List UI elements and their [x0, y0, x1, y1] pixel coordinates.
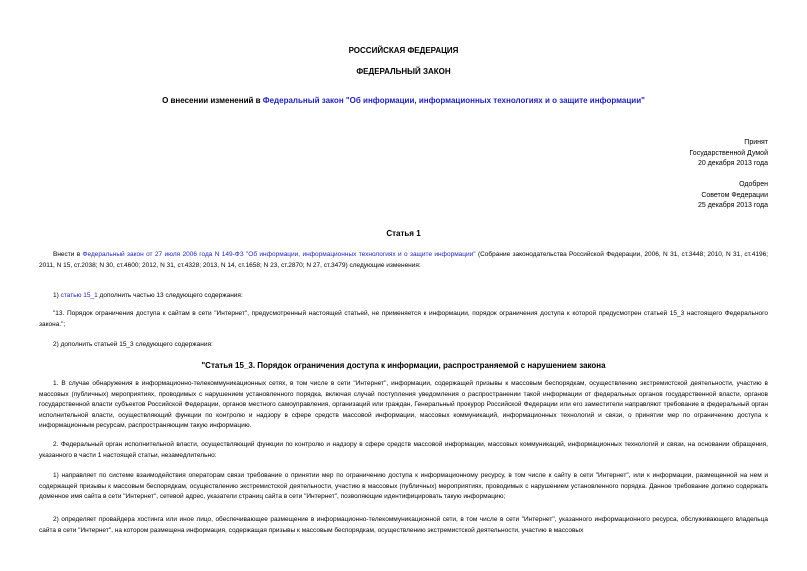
intro-prefix: Внести в [53, 251, 83, 258]
article-15-3-part-2-item-2: 2) определяет провайдера хостинга или иное лицо, обеспечивающее размещение в информационно-телекоммуникационной сети, в том числе в сети "Интернет", указанного информационного ресурса, обслуживающего владельца сайта в сети "Интернет", на котором размещена информация, содержащая призывы к массовым беспорядкам, осуществлению экстремистской деятельности, участию в массовых [39, 516, 768, 534]
law-title-link[interactable]: Федеральный закон "Об информации, информационных технологиях и о защите информации" [262, 96, 645, 105]
approved-block [698, 180, 768, 212]
accepted-label: Принят [744, 139, 768, 146]
item-1-suffix: дополнить частью 13 следующего содержания: [97, 292, 243, 299]
law-title [0, 96, 807, 105]
item-1 [39, 291, 768, 302]
accepted-date: 20 декабря 2013 года [697, 160, 768, 167]
item-1-prefix: 1) [53, 292, 61, 299]
article-15-3-heading: "Статья 15_3. Порядок ограничения доступа к информации, распространяемой с нарушением закона [201, 361, 606, 370]
article-1-heading: Статья 1 [386, 229, 421, 238]
approved-by: Советом Федерации [701, 191, 768, 199]
intro-suffix: (Собрание законодательства Российской Федерации, 2006, N 31, ст.3448; 2010, N 31, ст.4196; 2011, N 15, ст.2038; N 30, ст.4600; 2012, N 31, ст.4328; 2013, N 14, ст.1658; N 23, ст.2870; N 27, ст.3479) следующие изменения: [39, 251, 768, 269]
article-15-3-part-2-item-1: 1) направляет по системе взаимодействия операторам связи требование о принятии мер по ограничению доступа к информационному ресурсу, в том числе к сайту в сети "Интернет", или к информации, размещенной на нем и содержащей призывы к массовым беспорядкам, осуществлению экстремистской деятельности, участию в массовых (публичных) мероприятиях, проводимых с нарушением установленного порядка. Данное требование должно содержать доменное имя сайта в сети "Интернет", сетевой адрес, указатели страниц сайта в сети "Интернет", позволяющие идентифицировать такую информацию; [39, 472, 768, 500]
approved-date: 25 декабря 2013 года [697, 202, 768, 209]
article-15-1-link[interactable]: статью 15_1 [60, 292, 98, 299]
approved-label: Одобрен [739, 181, 768, 188]
item-2: 2) дополнить статьей 15_3 следующего содержания: [53, 341, 213, 348]
law-title-prefix: О внесении изменений в [162, 96, 263, 105]
law-type-heading: ФЕДЕРАЛЬНЫЙ ЗАКОН [356, 67, 451, 76]
accepted-block [689, 138, 768, 170]
article-15-3-part-1: 1. В случае обнаружения в информационно-телекоммуникационных сетях, в том числе в сети "Интернет", информации, содержащей призывы к массовым беспорядкам, осуществлению экстремистской деятельности, участию в массовых (публичных) мероприятиях, проводимых с нарушением установленного порядка, включая случай поступления уведомления о распространении такой информации от федеральных органов государственной власти, органов государственной власти субъектов Российской Федерации, органов местного самоуправления, организаций или граждан, Генеральный прокурор Российской Федерации или его заместители направляют требование в федеральный орган исполнительной власти, осуществляющий функции по контролю и надзору в сфере средств массовой информации, массовых коммуникаций, информационных технологий и связи, о принятии мер по ограничению доступа к информационным ресурсам, распространяющим такую информацию. [39, 380, 768, 429]
federation-heading: РОССИЙСКАЯ ФЕДЕРАЦИЯ [348, 46, 459, 55]
article-15-3-part-2: 2. Федеральный орган исполнительной власти, осуществляющий функции по контролю и надзору в сфере средств массовой информации, массовых коммуникаций, информационных технологий и связи, на основании обращения, указанного в части 1 настоящей статьи, незамедлительно: [39, 441, 768, 459]
federal-law-149-link[interactable]: Федеральный закон от 27 июля 2006 года N 149-ФЗ "Об информации, информационных технологиях и о защите информации" [82, 251, 476, 258]
article-1-intro [39, 250, 768, 271]
item-1-quote: "13. Порядок ограничения доступа к сайтам в сети "Интернет", предусмотренный настоящей статьей, не применяется к информации, порядок ограничения доступа к которой предусмотрен статьей 15_3 настоящего Федерального закона."; [39, 310, 768, 328]
accepted-by: Государственной Думой [689, 149, 768, 157]
